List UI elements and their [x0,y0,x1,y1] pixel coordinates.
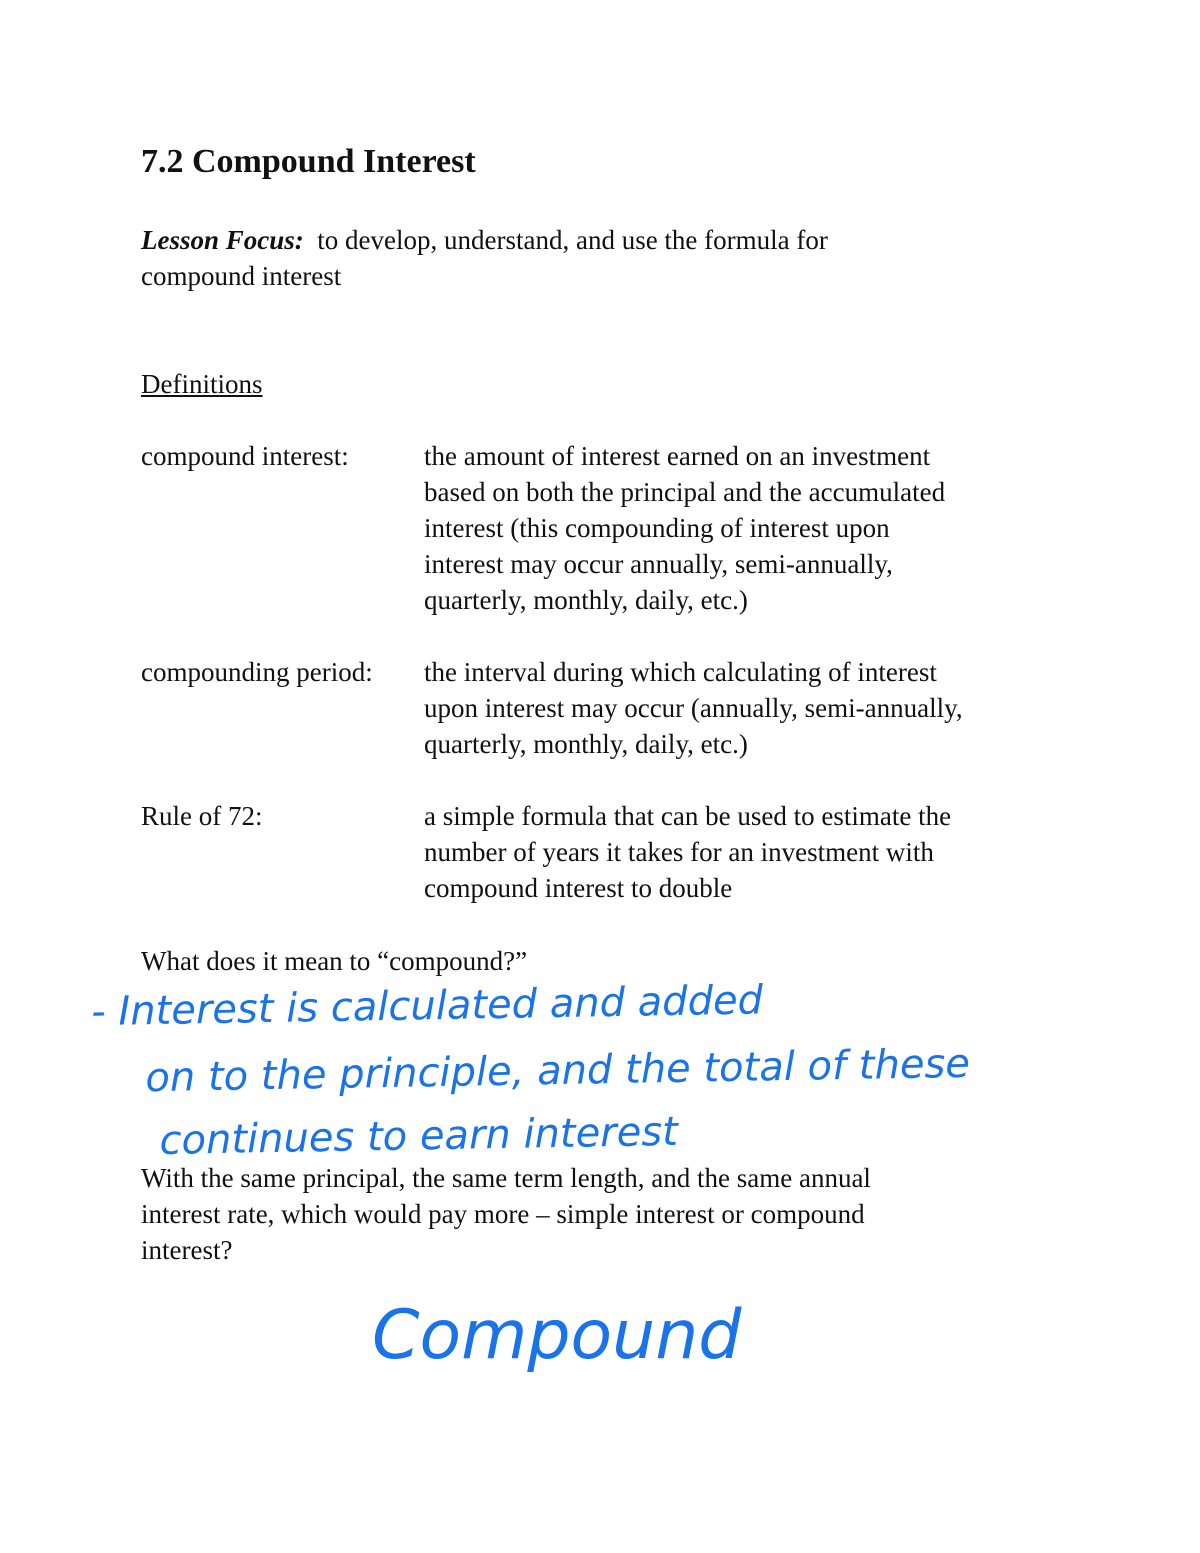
handwritten-answer-compound: Compound [372,1296,742,1375]
page-title: 7.2 Compound Interest [141,143,476,180]
definition-line: quarterly, monthly, daily, etc.) [424,585,748,615]
definition-term-rule-of-72: Rule of 72: [141,801,263,831]
question-what-is-compound: What does it mean to “compound?” [141,946,528,976]
definition-line: interest (this compounding of interest upon [424,513,890,543]
definition-term-compound-interest: compound interest: [141,441,349,471]
definition-line: the amount of interest earned on an investment [424,441,931,471]
lesson-focus-label: Lesson Focus: [141,225,304,255]
question-line: interest? [141,1235,233,1265]
definition-line: compound interest to double [424,873,733,903]
definition-line: based on both the principal and the accumulated [424,477,946,507]
definition-line: number of years it takes for an investment with [424,837,934,867]
lesson-focus-text-line-1: to develop, understand, and use the formula for [317,225,828,255]
definition-line: a simple formula that can be used to estimate the [424,801,952,831]
handwritten-line-2: on to the principle, and the total of these [145,1040,971,1102]
definition-line: interest may occur annually, semi-annually, [424,549,893,579]
definition-line: quarterly, monthly, daily, etc.) [424,729,748,759]
definitions-heading: Definitions [141,369,263,399]
handwritten-line-3: continues to earn interest [159,1108,679,1164]
lesson-focus-text-line-2: compound interest [141,261,342,291]
question-line: With the same principal, the same term length, and the same annual [141,1163,871,1193]
definition-line: upon interest may occur (annually, semi-annually, [424,693,963,723]
definition-term-compounding-period: compounding period: [141,657,373,687]
handwritten-line-1: - Interest is calculated and added [90,977,764,1036]
definition-line: the interval during which calculating of interest [424,657,937,687]
question-line: interest rate, which would pay more – simple interest or compound [141,1199,865,1229]
